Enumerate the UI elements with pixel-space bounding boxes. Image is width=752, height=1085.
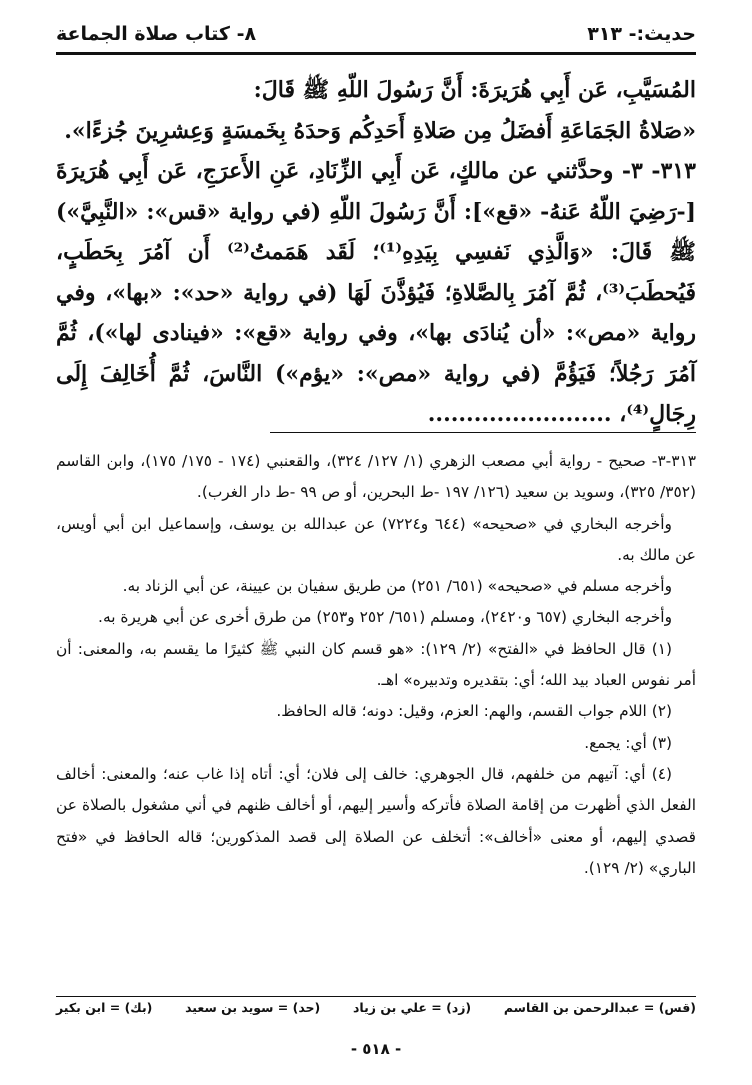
footnote-1: (١) قال الحافظ في «الفتح» (٢/ ١٢٩): «هو قسم كان النبي ﷺ كثيرًا ما يقسم به، والمعنى: أن أمر نفوس العباد بيد الله؛ أي: بتقديره وتدبيره» اهـ.	[56, 639, 696, 690]
abbreviations-rule	[56, 996, 696, 997]
hadith-quote: «صَلاةُ الجَمَاعَةِ أَفضَلُ مِن صَلاةِ أَحَدِكُم وَحدَهُ بِخَمسَةٍ وَعِشرِينَ جُزءًا».	[64, 117, 696, 144]
abbreviation-qs: (قس) = عبدالرحمن بن القاسم	[503, 1000, 696, 1015]
abbreviation-bk: (بك) = ابن بكير	[56, 1000, 153, 1015]
hadith-313: ٣١٣- ٣- وحدَّثني عن مالكٍ، عَن أَبِي الزِّنَادِ، عَنِ الأَعرَجِ، عَن أَبِي هُرَيرَةَ [-رَضِيَ اللّهُ عَنهُ- «قع»]: أَنَّ رَسُولَ اللّهِ (في رواية «قس»: «النَّبِيَّ») ﷺ قَالَ: «وَالَّذِي نَفسِي بِيَدِهِ⁽¹⁾؛ لَقَد هَمَمتُ⁽²⁾ أَن آمُرَ بِحَطَبٍ، فَيُحطَبَ⁽³⁾، ثُمَّ آمُرَ بِالصَّلاةِ؛ فَيُؤذَّنَ لَهَا (في رواية «حد»: «بها»، وفي رواية «مص»: «أن يُنادَى بها»، وفي رواية «قع»: «فينادى لها»)، ثُمَّ آمُرَ رَجُلاً؛ فَيَؤُمَّ (في رواية «مص»: «يؤم») النَّاسَ، ثُمَّ أُخَالِفَ إِلَى رِجَالٍ⁽⁴⁾، ........................	[56, 158, 696, 427]
footnotes	[56, 446, 696, 884]
abbreviation-zd: (زد) = علي بن زياد	[353, 1000, 472, 1015]
chapter-title: ٨- كتاب صلاة الجماعة	[56, 23, 257, 45]
footnote-4: (٤) أي: آتيهم من خلفهم، قال الجوهري: خالف إلى فلان؛ أي: أتاه إذا غاب عنه؛ والمعنى: أخالف الفعل الذي أظهرت من إقامة الصلاة فأتركه وأسير إليهم، أو أخالف ظنهم في أني مشغول بالصلاة عن قصدي إليهم، أو معنى «أخالف»: أتخلف عن الصلاة إلى قصد المذكورين؛ قاله الحافظ في «فتح الباري» (٢/ ١٢٩).	[56, 764, 696, 877]
other-routes-note: وأخرجه البخاري (٦٥٧ و٢٤٢٠)، ومسلم (٦٥١/ ٢٥٢ و٢٥٣) من طرق أخرى عن أبي هريرة به.	[98, 608, 672, 627]
running-header	[56, 18, 696, 50]
footnote-2: (٢) اللام جواب القسم، والهم: العزم، وقيل: دونه؛ قاله الحافظ.	[276, 702, 672, 721]
abbreviations-legend	[56, 1000, 696, 1015]
takhrij-note: ٣١٣-٣- صحيح - رواية أبي مصعب الزهري (١/ ١٢٧/ ٣٢٤)، والقعنبي (١٧٤ - ١٧٥/ ١٧٥)، وابن القاسم (٣٥٢/ ٣٢٥)، وسويد بن سعيد (١٢٦/ ١٩٧ -ط البحرين، أو ص ٩٩ -ط دار الغرب).	[56, 452, 697, 502]
footnote-3: (٣) أي: يجمع.	[584, 733, 672, 752]
hadith-number: حديث:- ٣١٣	[587, 23, 696, 45]
footnote-separator	[270, 432, 696, 433]
muslim-note: وأخرجه مسلم في «صحيحه» (٦٥١/ ٢٥١) من طريق سفيان بن عيينة، عن أبي الزناد به.	[122, 577, 672, 596]
bukhari-note: وأخرجه البخاري في «صحيحه» (٦٤٤ و٧٢٢٤) عن عبدالله بن يوسف، وإسماعيل ابن أبي أويس، عن مالك به.	[56, 514, 696, 564]
main-text	[56, 70, 696, 435]
page-number: - ٥١٨ -	[350, 1040, 402, 1058]
hadith-opening-line: المُسَيَّبِ، عَن أَبِي هُرَيرَةَ: أَنَّ رَسُولَ اللّهِ ﷺ قَالَ:	[253, 77, 696, 103]
abbreviation-hd: (حد) = سويد بن سعيد	[185, 1000, 321, 1015]
header-rule	[56, 52, 696, 55]
